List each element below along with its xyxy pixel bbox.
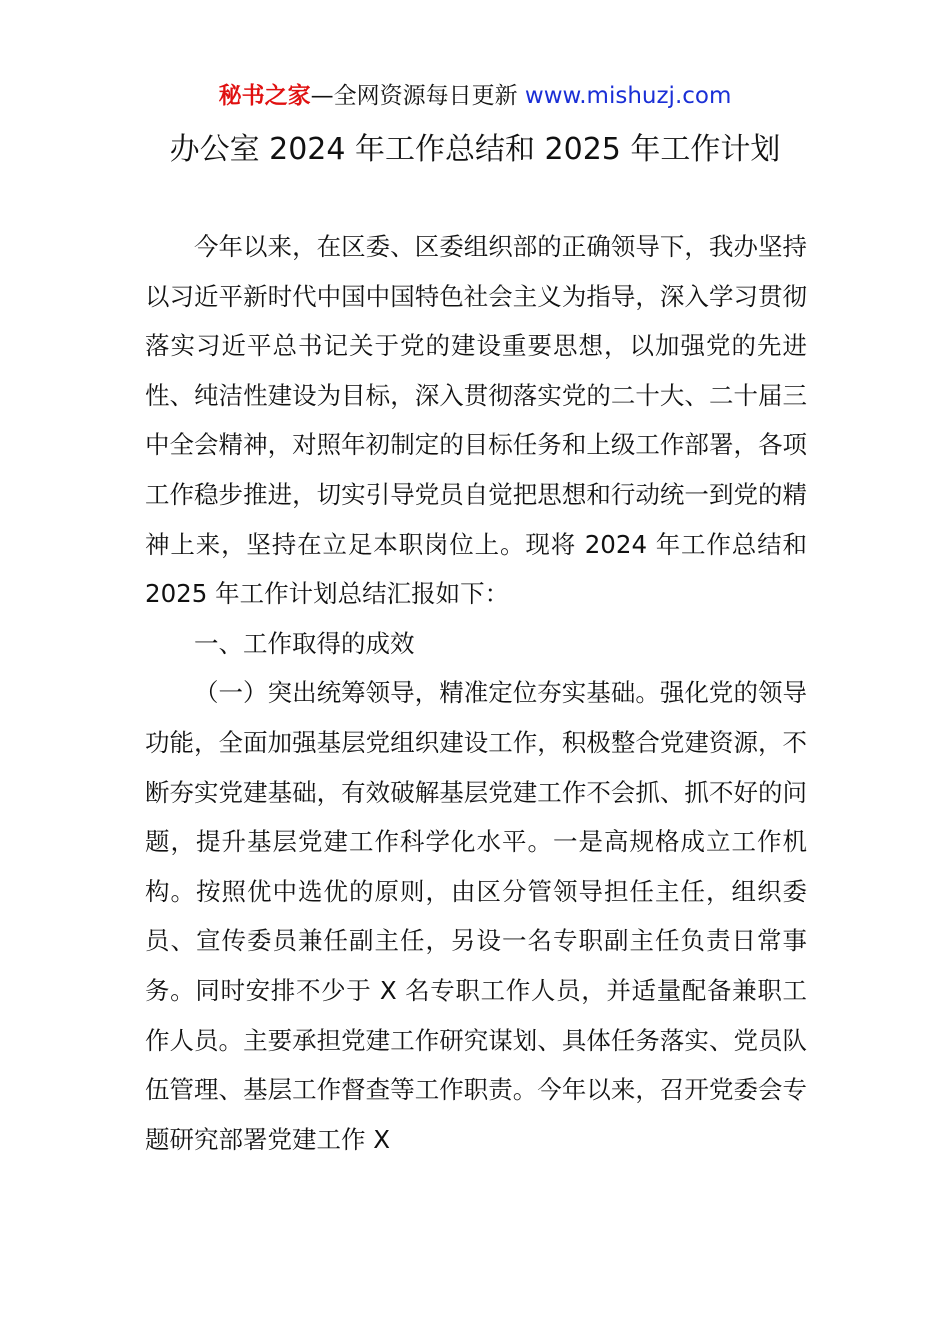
intro-paragraph: 今年以来，在区委、区委组织部的正确领导下，我办坚持以习近平新时代中国中国特色社会主义为指导，深入学习贯彻落实习近平总书记关于党的建设重要思想，以加强党的先进性、纯洁性建设为目标，深入贯彻落实党的二十大、二十届三中全会精神，对照年初制定的目标任务和上级工作部署，各项工作稳步推进，切实引导党员自觉把思想和行动统一到党的精神上来，坚持在立足本职岗位上。现将 2024 年工作总结和 2025 年工作计划总结汇报如下： xyxy=(145,232,807,609)
document-title: 办公室 2024 年工作总结和 2025 年工作计划 xyxy=(169,132,781,167)
site-brand: 秘书之家 xyxy=(218,83,311,109)
document-body xyxy=(145,222,807,1164)
site-url-link[interactable]: www.mishuzj.com xyxy=(524,83,732,109)
body-paragraph: （一）突出统筹领导，精准定位夯实基础。强化党的领导功能，全面加强基层党组织建设工作，积极整合党建资源，不断夯实党建基础，有效破解基层党建工作不会抓、抓不好的问题，提升基层党建工作科学化水平。一是高规格成立工作机构。按照优中选优的原则，由区分管领导担任主任，组织委员、宣传委员兼任副主任，另设一名专职副主任负责日常事务。同时安排不少于 X 名专职工作人员，并适量配备兼职工作人员。主要承担党建工作研究谋划、具体任务落实、党员队伍管理、基层工作督查等工作职责。今年以来，召开党委会专题研究部署党建工作 X xyxy=(145,678,807,1154)
site-header xyxy=(0,80,950,112)
site-tagline: —全网资源每日更新 xyxy=(310,83,525,109)
section-heading: 一、工作取得的成效 xyxy=(194,628,415,658)
